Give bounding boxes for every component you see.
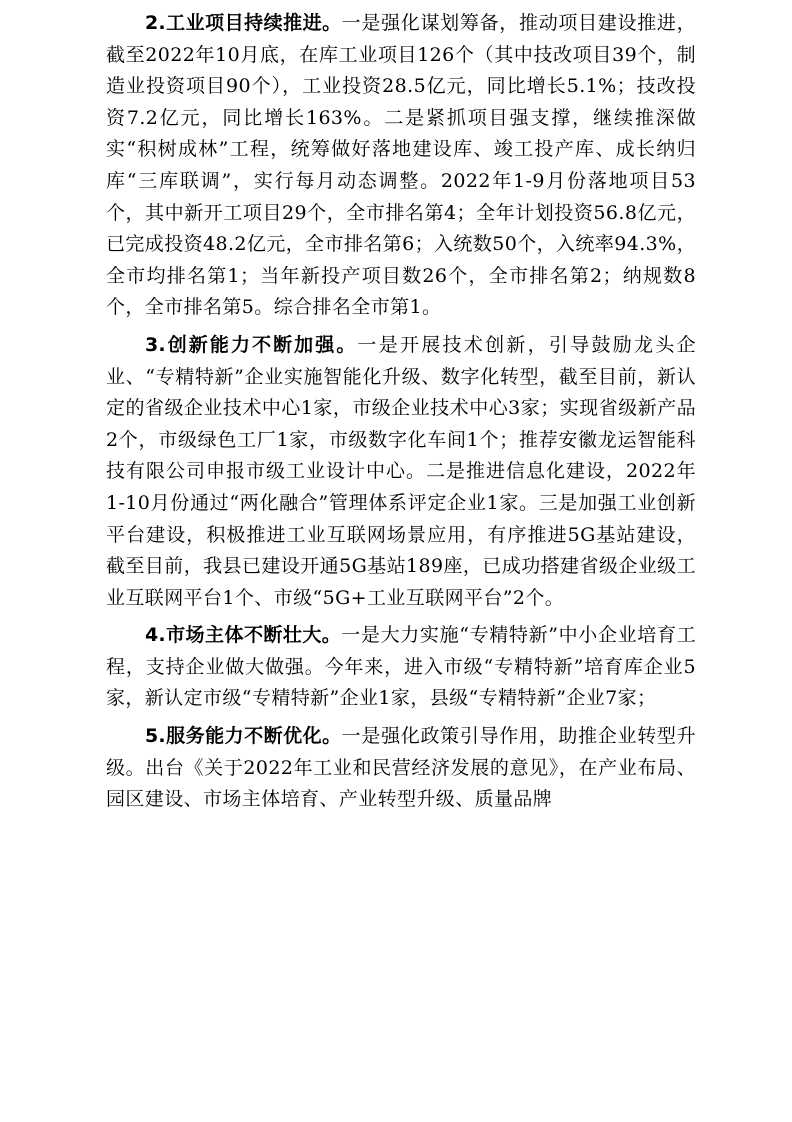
paragraph-heading: 5.服务能力不断优化。	[145, 725, 342, 748]
paragraph-body: 一是开展技术创新，引导鼓励龙头企业、“专精特新”企业实施智能化升级、数字化转型，截至目前，新认定的省级企业技术中心1家，市级企业技术中心3家；实现省级新产品2个，市级绿色工厂1家，市级数字化车间1个；推荐安徽龙运智能科技有限公司申报市级工业设计中心。二是推进信息化建设，2022年1-10月份通过“两化融合”管理体系评定企业1家。三是加强工业创新平台建设，积极推进工业互联网场景应用，有序推进5G基站建设，截至目前，我县已建设开通5G基站189座，已成功搭建省级企业级工业互联网平台1个、市级“5G+工业互联网平台”2个。	[106, 333, 696, 609]
paragraph-heading: 2.工业项目持续推进。	[145, 12, 342, 34]
paragraph-industrial-projects	[106, 8, 696, 324]
paragraph-heading: 3.创新能力不断加强。	[145, 333, 358, 356]
paragraph-body: 一是大力实施“专精特新”中小企业培育工程，支持企业做大做强。今年来，进入市级“专精特新”培育库企业5家，新认定市级“专精特新”企业1家，县级“专精特新”企业7家；	[106, 624, 697, 710]
document-page	[106, 0, 696, 1122]
paragraph-body: 一是强化谋划筹备，推动项目建设推进，截至2022年10月底，在库工业项目126个（其中技改项目39个，制造业投资项目90个），工业投资28.5亿元，同比增长5.1%；技改投资7.2亿元，同比增长163%。二是紧抓项目强支撑，继续推深做实“积树成林”工程，统筹做好落地建设库、竣工投产库、成长纳归库“三库联调”，实行每月动态调整。2022年1-9月份落地项目53个，其中新开工项目29个，全市排名第4；全年计划投资56.8亿元，已完成投资48.2亿元，全市排名第6；入统数50个，入统率94.3%，全市均排名第1；当年新投产项目数26个，全市排名第2；纳规数8个，全市排名第5。综合排名全市第1。	[106, 12, 697, 319]
paragraph-market-entities	[106, 620, 696, 715]
paragraph-innovation	[106, 330, 696, 614]
paragraph-service-capability	[106, 721, 696, 816]
paragraph-body: 一是强化政策引导作用，助推企业转型升级。出台《关于2022年工业和民营经济发展的意见》，在产业布局、园区建设、市场主体培育、产业转型升级、质量品牌	[106, 725, 697, 811]
paragraph-heading: 4.市场主体不断壮大。	[145, 624, 342, 647]
